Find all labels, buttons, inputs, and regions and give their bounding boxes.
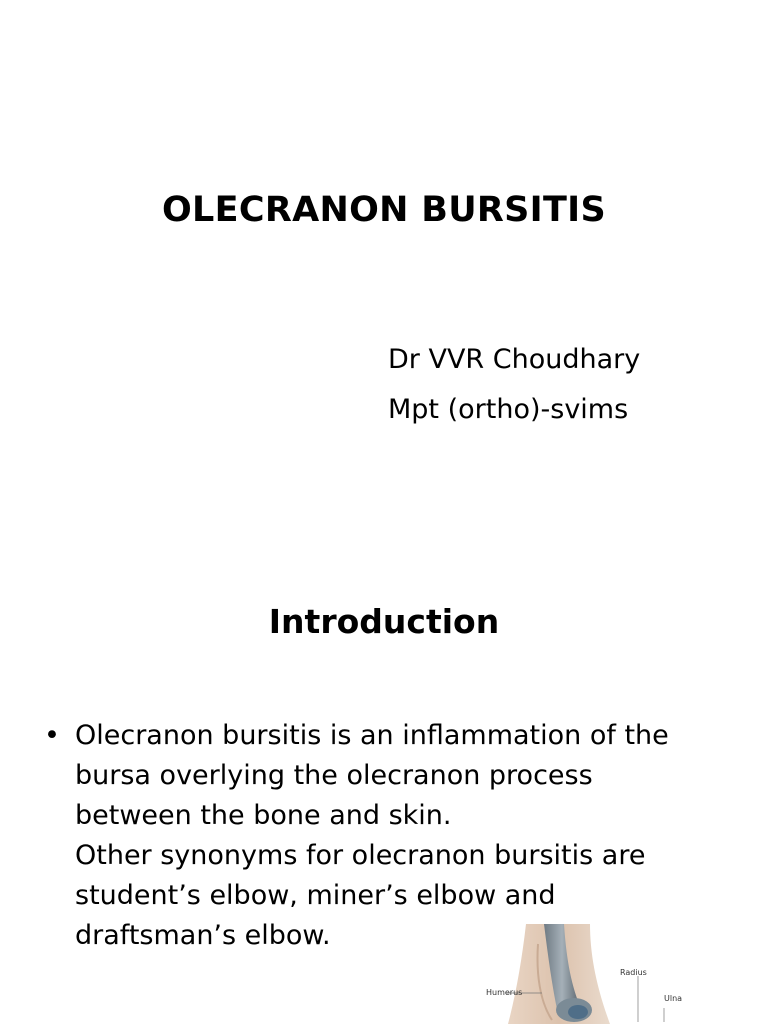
intro-slide: [0, 540, 768, 1024]
bullet-line-1: Olecranon bursitis is an inflammation of the: [75, 720, 669, 751]
author-name: Dr VVR Choudhary: [388, 344, 641, 375]
bullet-line-4: Other synonyms for olecranon bursitis are: [75, 840, 646, 871]
author-block: [388, 335, 640, 435]
bullet-line-5: student’s elbow, miner’s elbow and: [75, 880, 556, 911]
slide-title: OLECRANON BURSITIS: [162, 190, 606, 230]
elbow-illustration: [478, 924, 718, 1024]
bullet-text: [75, 716, 669, 956]
bullet-dot-icon: •: [44, 720, 60, 751]
bullet-item: [44, 716, 724, 956]
bullet-line-3: between the bone and skin.: [75, 800, 452, 831]
elbow-anatomy-figure: [478, 924, 718, 1024]
radius-label: Radius: [620, 968, 647, 977]
bullet-line-6: draftsman’s elbow.: [75, 920, 331, 951]
section-heading: Introduction: [268, 602, 500, 641]
ulna-label: Ulna: [664, 994, 683, 1003]
author-affiliation: Mpt (ortho)-svims: [388, 394, 629, 425]
bullet-line-2: bursa overlying the olecranon process: [75, 760, 593, 791]
humerus-label: Humerus: [486, 988, 523, 997]
